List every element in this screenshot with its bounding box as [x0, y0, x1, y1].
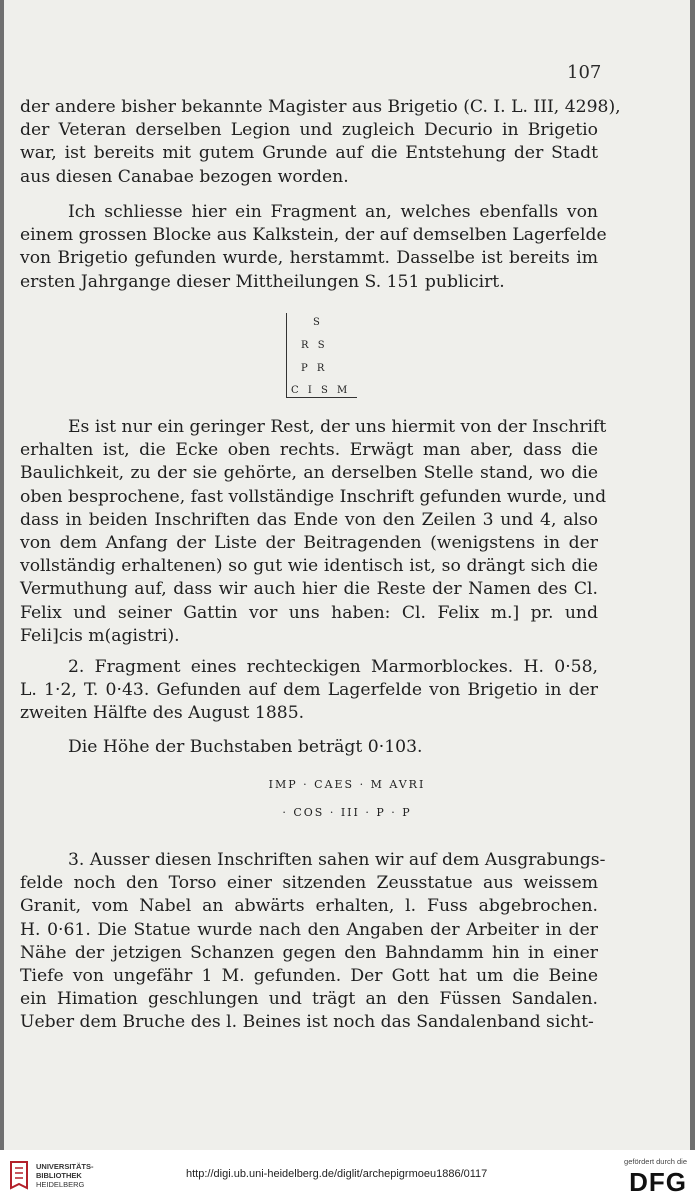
text-line: Granit, vom Nabel an abwärts erhalten, l. Fuss abgebrochen. — [20, 896, 598, 917]
text-line: ersten Jahrgange dieser Mittheilungen S. 151 publicirt. — [20, 271, 505, 292]
university-seal-icon — [8, 1158, 30, 1192]
text-line: ein Himation geschlungen und trägt an den Füssen Sandalen. — [20, 989, 598, 1010]
scanned-page — [4, 0, 690, 1150]
footer-bar — [0, 1150, 695, 1201]
page-number: 107 — [567, 62, 602, 83]
text-line: aus diesen Canabae bezogen worden. — [20, 166, 349, 187]
text-line: Baulichkeit, zu der sie gehörte, an derselben Stelle stand, wo die — [20, 463, 598, 484]
inscription-line: S — [313, 317, 323, 328]
text-line: Tiefe von ungefähr 1 M. gefunden. Der Gott hat um die Beine — [20, 966, 598, 987]
paragraph — [20, 656, 598, 726]
text-line: Ich schliesse hier ein Fragment an, welches ebenfalls von — [68, 202, 598, 222]
paragraph — [20, 416, 607, 648]
text-line: zweiten Hälfte des August 1885. — [20, 703, 305, 724]
text-line: Ueber dem Bruche des l. Beines ist noch das Sandalenband sicht- — [20, 1012, 594, 1033]
paragraph — [20, 201, 607, 294]
text-line: erhalten ist, die Ecke oben rechts. Erwägt man aber, dass die — [20, 440, 598, 461]
text-line: der Veteran derselben Legion und zugleich Decurio in Brigetio — [20, 120, 598, 141]
text-line: H. 0·61. Die Statue wurde nach den Angaben der Arbeiter in der — [20, 919, 598, 940]
paragraph — [20, 96, 621, 189]
text-line: war, ist bereits mit gutem Grunde auf die Entstehung der Stadt — [20, 143, 598, 164]
text-line: Felix und seiner Gattin vor uns haben: Cl. Felix m.] pr. und — [20, 602, 598, 623]
text-line: der andere bisher bekannte Magister aus Brigetio (C. I. L. III, 4298), — [20, 97, 621, 117]
text-line: dass in beiden Inschriften das Ende von den Zeilen 3 und 4, also — [20, 509, 598, 530]
inscription-line: P R — [301, 363, 328, 374]
inscription-line: IMP · CAES · M AVRI — [268, 778, 426, 791]
text-line: Die Höhe der Buchstaben beträgt 0·103. — [68, 737, 423, 757]
text-line: einem grossen Blocke aus Kalkstein, der auf demselben Lagerfelde — [20, 225, 607, 246]
logo-line: HEIDELBERG — [36, 1180, 85, 1189]
dfg-logo: DFG — [629, 1167, 687, 1197]
text-line: 2. Fragment eines rechteckigen Marmorblockes. H. 0·58, — [68, 657, 598, 677]
inscription-line: R S — [301, 340, 328, 351]
paragraph — [20, 849, 606, 1035]
text-line: Nähe der jetzigen Schanzen gegen den Bahndamm hin in einer — [20, 942, 598, 963]
logo-line: UNIVERSITÄTS- — [36, 1162, 94, 1171]
inscription-line: C I S M — [291, 385, 351, 396]
text-line: von dem Anfang der Liste der Beitragenden (wenigstens in der — [20, 533, 598, 554]
inscription-line: · COS · III · P · P — [282, 806, 412, 819]
inscription-fragment-1 — [286, 313, 357, 398]
text-line: felde noch den Torso einer sitzenden Zeusstatue aus weissem — [20, 873, 598, 894]
source-url-link[interactable]: http://digi.ub.uni-heidelberg.de/diglit/archepigrmoeu1886/0117 — [186, 1168, 488, 1180]
text-line: Es ist nur ein geringer Rest, der uns hiermit von der Inschrift — [68, 417, 607, 437]
text-line: Vermuthung auf, dass wir auch hier die Reste der Namen des Cl. — [20, 579, 598, 600]
text-line: Feli]cis m(agistri). — [20, 625, 180, 646]
text-line: L. 1·2, T. 0·43. Gefunden auf dem Lagerfelde von Brigetio in der — [20, 680, 598, 701]
paragraph — [20, 736, 598, 759]
text-line: von Brigetio gefunden wurde, herstammt. Dasselbe ist bereits im — [20, 248, 598, 269]
text-line: oben besprochene, fast vollständige Inschrift gefunden wurde, und — [20, 486, 607, 507]
logo-line: BIBLIOTHEK — [36, 1171, 82, 1180]
funding-caption: gefördert durch die — [624, 1157, 687, 1166]
library-logo-text — [36, 1162, 94, 1189]
text-line: vollständig erhaltenen) so gut wie identisch ist, so drängt sich die — [20, 556, 598, 577]
text-line: 3. Ausser diesen Inschriften sahen wir auf dem Ausgrabungs- — [68, 850, 606, 870]
